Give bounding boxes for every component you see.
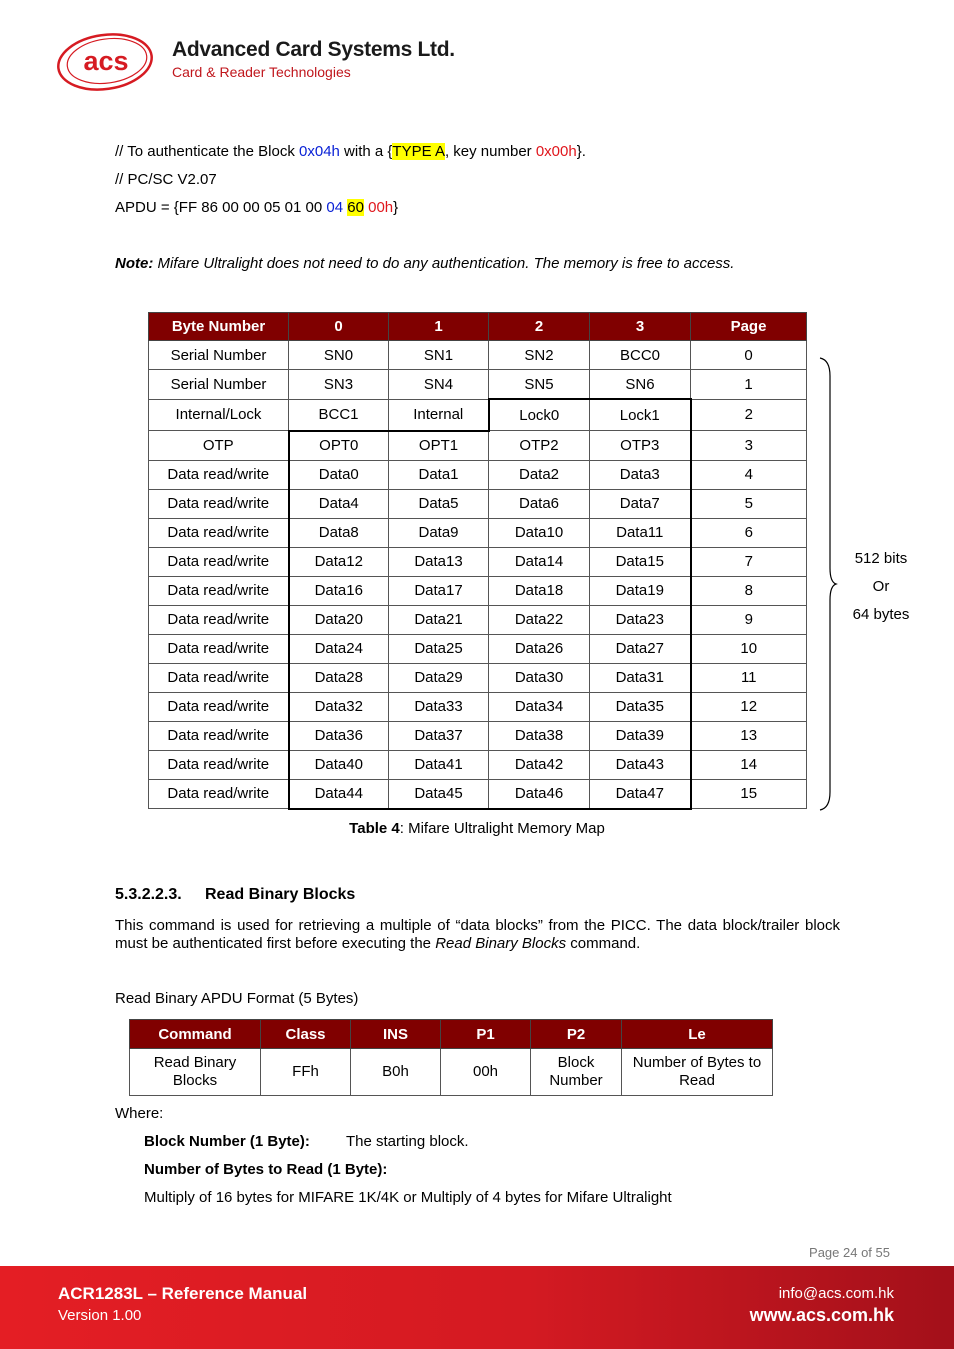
table-cell: 15 [691, 779, 807, 809]
code-line-3 [115, 199, 398, 216]
company-name: Advanced Card Systems Ltd. [172, 38, 455, 61]
code-text: with a { [339, 143, 393, 160]
table-row [149, 721, 807, 750]
header-cell: P1 [441, 1020, 531, 1049]
definition-term: Block Number (1 Byte): [144, 1133, 310, 1150]
table-cell: 1 [691, 370, 807, 400]
table-cell: Data read/write [149, 576, 289, 605]
table-cell: SN3 [289, 370, 389, 400]
section-number: 5.3.2.2.3. [115, 886, 182, 903]
table-cell: Data32 [289, 692, 389, 721]
block-value: 04 [326, 199, 344, 216]
table-cell: Data40 [289, 750, 389, 779]
table-cell: 11 [691, 663, 807, 692]
table-cell: Data16 [289, 576, 389, 605]
table-cell: Block Number [531, 1049, 622, 1096]
header-cell: 0 [289, 313, 389, 341]
table-cell: Data42 [489, 750, 590, 779]
definition-desc: Multiply of 16 bytes for MIFARE 1K/4K or Multiply of 4 bytes for Mifare Ultralight [144, 1189, 672, 1206]
table-cell: Data24 [289, 634, 389, 663]
note-label: Note: [115, 255, 154, 272]
table-row [149, 692, 807, 721]
table-cell: Data read/write [149, 779, 289, 809]
code-text: APDU = {FF 86 00 00 05 01 00 [115, 199, 327, 216]
table-cell: Data20 [289, 605, 389, 634]
table-cell: Data read/write [149, 489, 289, 518]
table-cell: Data15 [590, 547, 691, 576]
table-cell: Data read/write [149, 750, 289, 779]
table-row [149, 370, 807, 400]
code-line-1 [115, 143, 586, 160]
table-cell: Data9 [389, 518, 489, 547]
header-cell: 1 [389, 313, 489, 341]
table-cell: Read Binary Blocks [130, 1049, 261, 1096]
table-cell: OTP [149, 431, 289, 461]
caption-label: Table 4 [349, 820, 400, 837]
table-cell: Data read/write [149, 692, 289, 721]
definition-block-number [144, 1133, 469, 1150]
table-cell: 8 [691, 576, 807, 605]
table-cell: Data27 [590, 634, 691, 663]
table-cell: Data26 [489, 634, 590, 663]
table-cell: Data6 [489, 489, 590, 518]
footer-email[interactable]: info@acs.com.hk [778, 1285, 894, 1302]
caption-text: : Mifare Ultralight Memory Map [399, 820, 605, 837]
table-row [149, 460, 807, 489]
header-cell: 2 [489, 313, 590, 341]
table-cell: B0h [351, 1049, 441, 1096]
table-cell: Data37 [389, 721, 489, 750]
section-paragraph: This command is used for retrieving a multiple of “data blocks” from the PICC. The data block/trailer block must be authenticated first before executing the Read Binary Blocks command. [115, 917, 840, 952]
size-bytes: 64 bytes [852, 606, 910, 623]
table-cell: Serial Number [149, 370, 289, 400]
table-cell: Data19 [590, 576, 691, 605]
table-row [130, 1049, 773, 1096]
table-cell: Data2 [489, 460, 590, 489]
table-cell: SN5 [489, 370, 590, 400]
footer-version: Version 1.00 [58, 1307, 142, 1324]
table-cell: Data13 [389, 547, 489, 576]
table-cell: OTP2 [489, 431, 590, 461]
table-cell: Lock1 [590, 399, 691, 431]
table-caption [0, 820, 954, 837]
key-type-value: TYPE A [392, 143, 445, 160]
table-cell: 6 [691, 518, 807, 547]
header-cell: P2 [531, 1020, 622, 1049]
code-text: } [393, 199, 399, 216]
code-text: , key number [444, 143, 536, 160]
code-line-2: // PC/SC V2.07 [115, 171, 217, 188]
code-text: // To authenticate the Block [115, 143, 300, 160]
table-cell: Data38 [489, 721, 590, 750]
size-bits: 512 bits [854, 550, 908, 567]
key-number-value: 0x00h [535, 143, 577, 160]
table-cell: SN0 [289, 341, 389, 370]
key-number-value: 00h [368, 199, 394, 216]
table-row [149, 518, 807, 547]
table-row [149, 750, 807, 779]
apdu-format-table [129, 1019, 773, 1096]
where-label: Where: [115, 1105, 164, 1122]
table-cell: 00h [441, 1049, 531, 1096]
table-cell: SN4 [389, 370, 489, 400]
table-cell: Internal [389, 399, 489, 431]
table-cell: OPT0 [289, 431, 389, 461]
table-cell: Data read/write [149, 605, 289, 634]
table-cell: Data22 [489, 605, 590, 634]
table-cell: Data25 [389, 634, 489, 663]
table-cell: Data44 [289, 779, 389, 809]
table-cell: Data read/write [149, 547, 289, 576]
table-cell: Data read/write [149, 721, 289, 750]
table-cell: Data43 [590, 750, 691, 779]
table-cell: Data8 [289, 518, 389, 547]
table-cell: 5 [691, 489, 807, 518]
table-cell: Data3 [590, 460, 691, 489]
table-header-row [130, 1020, 773, 1049]
brace-bracket [816, 356, 840, 812]
table-cell: Data read/write [149, 663, 289, 692]
note [115, 255, 734, 272]
definition-desc: The starting block. [346, 1133, 469, 1150]
table-cell: 12 [691, 692, 807, 721]
header-cell: INS [351, 1020, 441, 1049]
header-cell: Class [261, 1020, 351, 1049]
table-row [149, 576, 807, 605]
table-cell: Lock0 [489, 399, 590, 431]
logo-text: acs [83, 46, 129, 76]
table-cell: 13 [691, 721, 807, 750]
table-cell: Data35 [590, 692, 691, 721]
table-cell: FFh [261, 1049, 351, 1096]
table-row [149, 489, 807, 518]
header-cell: Byte Number [149, 313, 289, 341]
table-cell: Data31 [590, 663, 691, 692]
table-cell: Data41 [389, 750, 489, 779]
table-cell: Number of Bytes to Read [622, 1049, 773, 1096]
table-cell: Data47 [590, 779, 691, 809]
table-cell: BCC1 [289, 399, 389, 431]
table-cell: Data34 [489, 692, 590, 721]
table-cell: Data29 [389, 663, 489, 692]
section-heading [115, 886, 355, 904]
table-row [149, 663, 807, 692]
table-cell: Data read/write [149, 518, 289, 547]
memory-map-table [148, 312, 807, 810]
table-cell: Data0 [289, 460, 389, 489]
table-row [149, 547, 807, 576]
definition-term: Number of Bytes to Read (1 Byte): [144, 1161, 388, 1178]
table-cell: 10 [691, 634, 807, 663]
header-cell: Command [130, 1020, 261, 1049]
memory-size-label [840, 545, 922, 629]
table-cell: Data21 [389, 605, 489, 634]
footer-website[interactable]: www.acs.com.hk [749, 1305, 894, 1325]
table-row [149, 431, 807, 461]
table-cell: Data30 [489, 663, 590, 692]
table-cell: Data28 [289, 663, 389, 692]
table-cell: 7 [691, 547, 807, 576]
header-cell: 3 [590, 313, 691, 341]
table-cell: Data39 [590, 721, 691, 750]
table-cell: Data36 [289, 721, 389, 750]
table-cell: OTP3 [590, 431, 691, 461]
table-cell: Serial Number [149, 341, 289, 370]
key-type-value: 60 [347, 199, 364, 216]
page-number: Page 24 of 55 [809, 1245, 890, 1260]
table-cell: OPT1 [389, 431, 489, 461]
section-title: Read Binary Blocks [205, 886, 356, 903]
table-cell: SN1 [389, 341, 489, 370]
table-cell: Data1 [389, 460, 489, 489]
footer-title: ACR1283L – Reference Manual [58, 1284, 308, 1303]
table-cell: 3 [691, 431, 807, 461]
table-cell: Data46 [489, 779, 590, 809]
table-cell: Data4 [289, 489, 389, 518]
table-cell: SN6 [590, 370, 691, 400]
table-cell: BCC0 [590, 341, 691, 370]
table-cell: Data11 [590, 518, 691, 547]
header-cell: Le [622, 1020, 773, 1049]
command-name: Read Binary Blocks [435, 935, 567, 952]
apdu-format-title: Read Binary APDU Format (5 Bytes) [115, 990, 359, 1007]
header-cell: Page [691, 313, 807, 341]
note-text: Mifare Ultralight does not need to do any authentication. The memory is free to access. [153, 255, 735, 272]
table-cell: Data read/write [149, 634, 289, 663]
acs-logo [55, 30, 159, 94]
table-cell: Data read/write [149, 460, 289, 489]
table-cell: Data14 [489, 547, 590, 576]
table-cell: Data5 [389, 489, 489, 518]
table-cell: 0 [691, 341, 807, 370]
table-row [149, 341, 807, 370]
table-cell: 9 [691, 605, 807, 634]
table-cell: Data12 [289, 547, 389, 576]
table-row [149, 605, 807, 634]
company-tagline: Card & Reader Technologies [172, 64, 351, 80]
table-cell: Data17 [389, 576, 489, 605]
table-cell: Data33 [389, 692, 489, 721]
table-header-row [149, 313, 807, 341]
table-cell: Data45 [389, 779, 489, 809]
table-cell: Data23 [590, 605, 691, 634]
table-row [149, 399, 807, 431]
block-value: 0x04h [299, 143, 340, 160]
table-row [149, 779, 807, 809]
table-cell: Internal/Lock [149, 399, 289, 431]
table-cell: Data18 [489, 576, 590, 605]
table-cell: 14 [691, 750, 807, 779]
table-cell: Data7 [590, 489, 691, 518]
table-cell: 2 [691, 399, 807, 431]
table-cell: SN2 [489, 341, 590, 370]
table-row [149, 634, 807, 663]
size-or: Or [872, 578, 890, 595]
table-cell: 4 [691, 460, 807, 489]
code-text: }. [576, 143, 586, 160]
table-cell: Data10 [489, 518, 590, 547]
